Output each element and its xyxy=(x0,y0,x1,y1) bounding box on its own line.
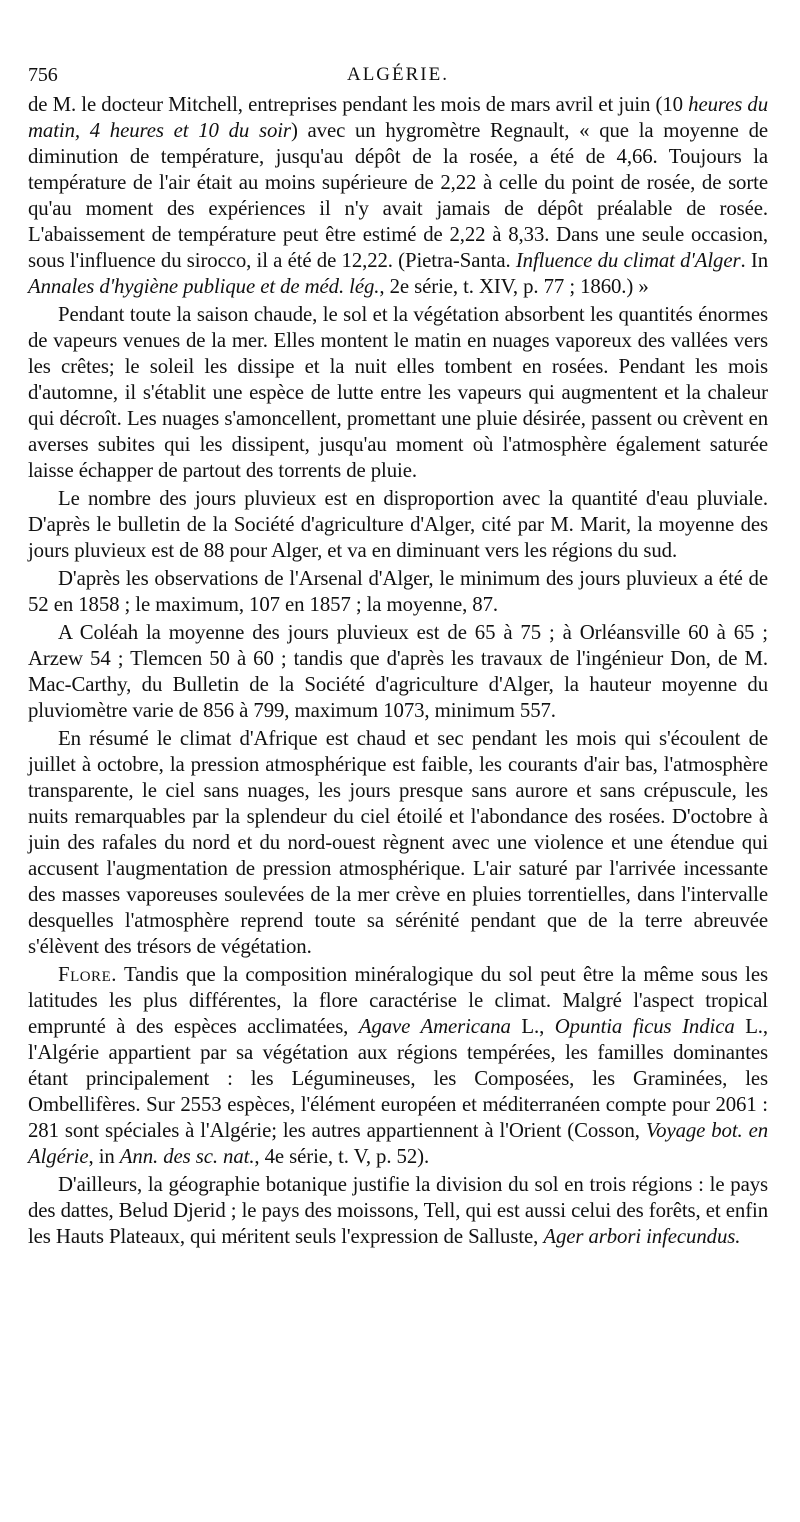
text-run: L., l'Algérie appartient par sa végétation aux régions tempérées, les familles dominantes étant principalement : les Légumineuses, les Composées, les Graminées, les Ombellifères. Sur 2553 espèces, l'élément européen et méditerranéen compte pour 2061 : 281 sont spéciales à l'Algérie; les autres appartiennent à l'Orient (Cosson, xyxy=(28,1015,768,1142)
italic-text: Voyage bot. en Algérie xyxy=(28,1119,768,1168)
paragraph-hot-season-vapors xyxy=(28,302,768,484)
text-run: L., xyxy=(510,1015,555,1038)
italic-text: Opuntia ficus Indica xyxy=(554,1015,735,1038)
text-run: En résumé le climat d'Afrique est chaud et sec pendant les mois qui s'écoulent de juillet à octobre, la pression atmosphérique est faible, les courants d'air bas, l'atmosphère transparente, le ciel sans nuages, les jours presque sans aurore et sans crépuscule, les nuits remarquables par la splendeur du ciel étoilé et l'abondance des rosées. D'octobre à juin des rafales du nord et du nord-ouest règnent avec une violence et une étendue qui accusent l'augmentation de pression atmosphérique. L'air saturé par l'arrivée incessante des masses vaporeuses soulevées de la mer crève en pluies torrentielles, dans l'intervalle desquelles l'atmosphère reprend toute sa sérénité pendant que de la terre abreuvée s'élèvent des trésors de végétation. xyxy=(28,727,768,958)
text-run: Pendant toute la saison chaude, le sol et la végétation absorbent les quantités énormes de vapeurs venues de la mer. Elles montent le matin en nuages vaporeux des vallées vers les crêtes; le soleil les dissipe et la nuit elles tombent en rosées. Pendant les mois d'automne, il s'établit une espèce de lutte entre les vapeurs qui augmentent et la chaleur qui décroît. Les nuages s'amoncellent, promettant une pluie désirée, passent ou crèvent en averses subites qui les dissipent, jusqu'au moment où l'atmosphère également saturée laisse échapper de partout des torrents de pluie. xyxy=(28,303,768,482)
text-run: A Coléah la moyenne des jours pluvieux est de 65 à 75 ; à Orléansville 60 à 65 ; Arzew 54 ; Tlemcen 50 à 60 ; tandis que d'après les travaux de l'ingénieur Don, de M. Mac-Carthy, du Bulletin de la Société d'agriculture d'Alger, la hauteur moyenne du pluviomètre varie de 856 à 799, maximum 1073, minimum 557. xyxy=(28,621,768,722)
italic-text: Ann. des sc. nat. xyxy=(119,1145,255,1168)
paragraph-botanical-regions xyxy=(28,1172,768,1250)
italic-text: Influence du climat d'Alger xyxy=(515,249,741,272)
paragraph-climate-summary xyxy=(28,726,768,960)
paragraph-arsenal-observations xyxy=(28,566,768,618)
text-run: Tandis que la composition minéralogique du sol peut être la même sous les latitudes les plus différentes, la flore caractérise le climat. Malgré l'aspect tropical emprunté à des espèces acclimatées, xyxy=(28,963,768,1038)
paragraph-rainy-days-count xyxy=(28,486,768,564)
text-run: Le nombre des jours pluvieux est en disproportion avec la quantité d'eau pluviale. D'après le bulletin de la Société d'agriculture d'Alger, cité par M. Marit, la moyenne des jours pluvieux est de 88 pour Alger, et va en diminuant vers les régions du sud. xyxy=(28,487,768,562)
text-run: , 4e série, t. V, p. 52). xyxy=(254,1145,430,1168)
text-run: D'après les observations de l'Arsenal d'Alger, le minimum des jours pluvieux a été de 52 en 1858 ; le maximum, 107 en 1857 ; la moyenne, 87. xyxy=(28,567,768,616)
page-number: 756 xyxy=(28,64,58,86)
running-head: ALGÉRIE. xyxy=(346,64,449,85)
italic-text: Agave Americana xyxy=(358,1015,511,1038)
paragraph-flora xyxy=(28,962,768,1170)
italic-text: Annales d'hygiène publique et de méd. lég. xyxy=(28,275,380,298)
paragraph-coleah-rainfall xyxy=(28,620,768,724)
text-run: , 2e série, t. XIV, p. 77 ; 1860.) » xyxy=(379,275,649,298)
text-run: de M. le docteur Mitchell, entreprises pendant les mois de mars avril et juin (10 xyxy=(28,93,689,116)
italic-text: Ager arbori infecundus. xyxy=(543,1225,741,1248)
book-page xyxy=(28,58,768,1252)
section-label: Flore. xyxy=(58,963,117,986)
text-run: . In xyxy=(740,249,768,272)
text-run: ) avec un hygromètre Regnault, « que la moyenne de diminution de température, jusqu'au dépôt de la rosée, a été de 4,66. Toujours la température de l'air était au moins supérieure de 2,22 à celle du point de rosée, de sorte qu'au moment des expériences il n'y avait jamais de dépôt préalable de rosée. L'abaissement de température peut être estimé de 2,22 à 8,33. Dans une seule occasion, sous l'influence du sirocco, il a été de 12,22. (Pietra-Santa. xyxy=(28,119,769,272)
text-run: D'ailleurs, la géographie botanique justifie la division du sol en trois régions : le pays des dattes, Belud Djerid ; le pays des moissons, Tell, qui est aussi celui des forêts, et enfin les Hauts Plateaux, qui méritent seuls l'expression de Salluste, xyxy=(28,1173,768,1248)
page-header xyxy=(28,58,768,92)
italic-text: heures du matin, 4 heures et 10 du soir xyxy=(28,93,768,142)
paragraph-mitchell-quote xyxy=(28,92,768,300)
text-run: , in xyxy=(88,1145,120,1168)
